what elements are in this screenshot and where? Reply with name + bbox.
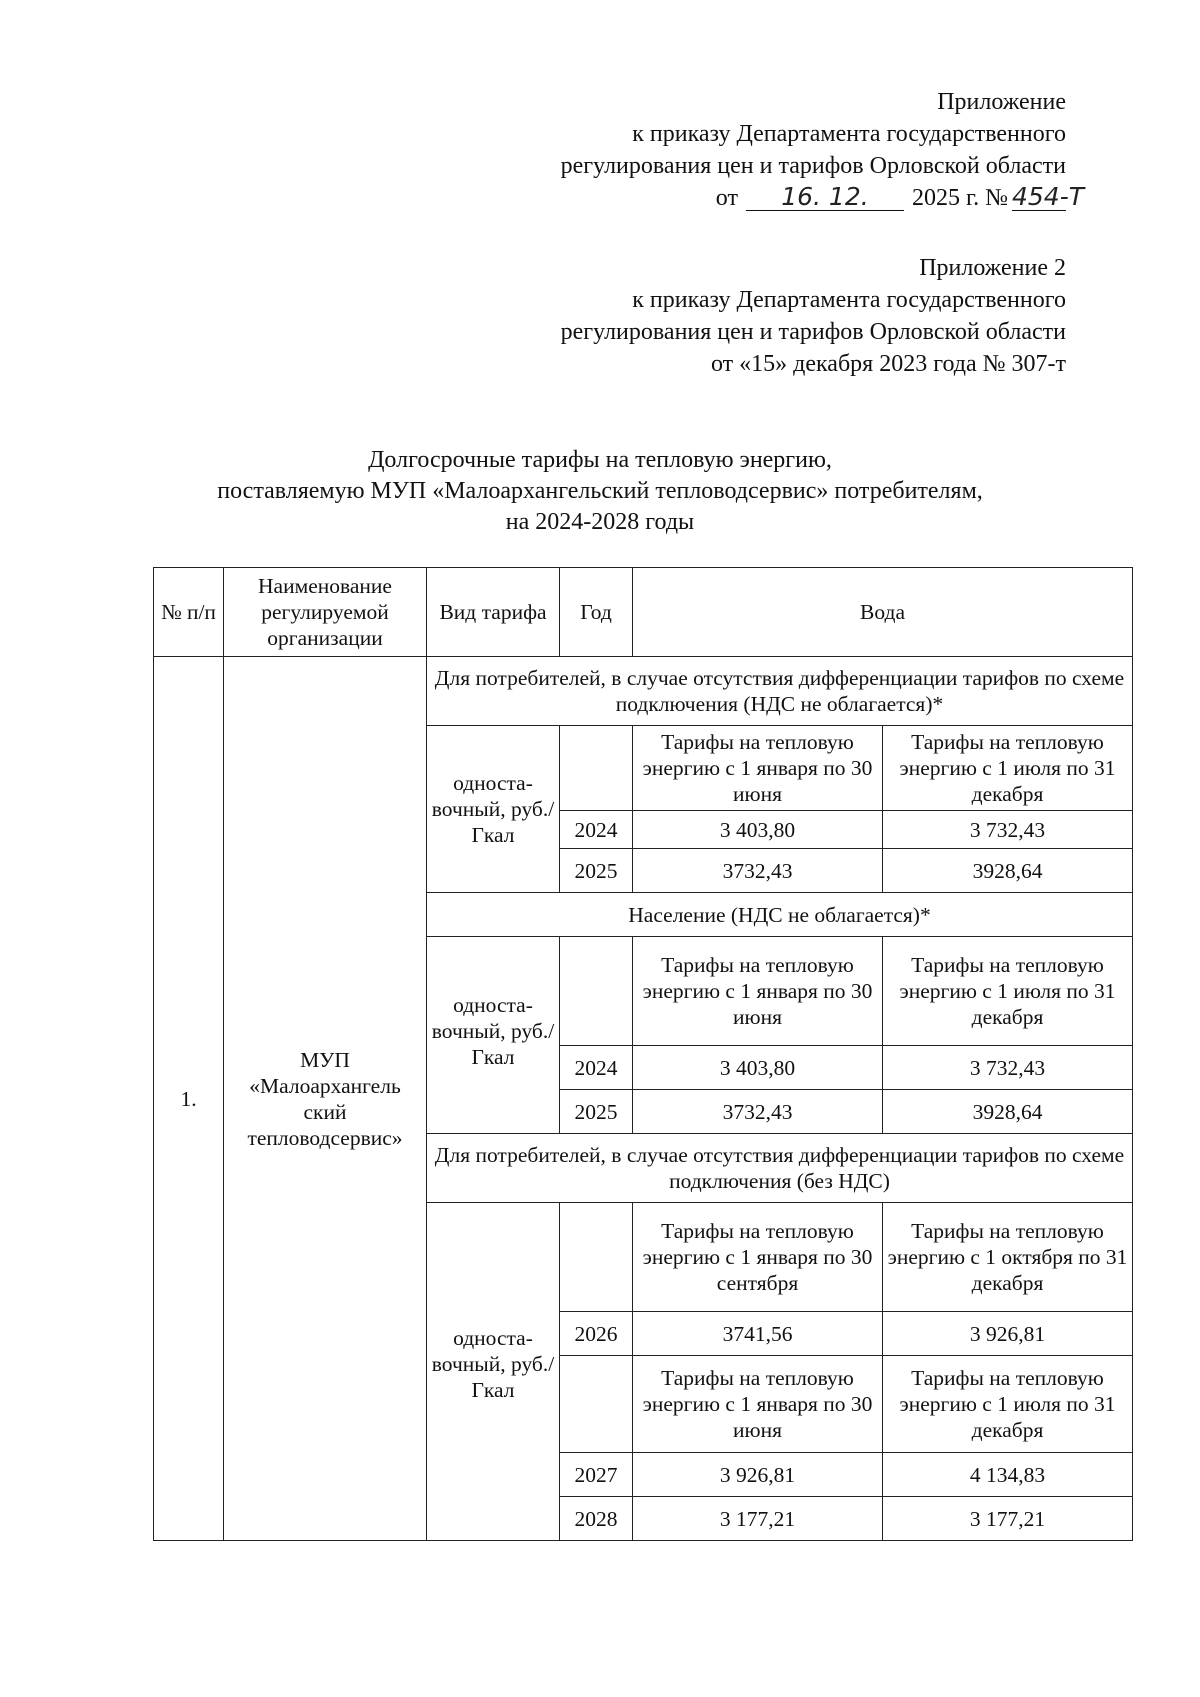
handwritten-date: 16. 12. (746, 184, 904, 211)
tariff-type: односта- вочный, руб./Гкал (427, 937, 560, 1134)
section-title: Для потребителей, в случае отсутствия дифференциации тарифов по схеме подключения (без НДС) (427, 1134, 1133, 1203)
original-order-date-line: от «15» декабря 2023 года № 307-т (710, 351, 1066, 377)
value-cell: 3732,43 (633, 849, 883, 893)
document-title (0, 445, 1200, 538)
value-cell: 3 926,81 (883, 1312, 1133, 1356)
value-cell: 3 177,21 (633, 1497, 883, 1541)
value-cell: 3 732,43 (883, 811, 1133, 849)
appendix-2-header (561, 252, 1066, 380)
period-header: Тарифы на тепловую энергию с 1 июля по 31 декабря (883, 937, 1133, 1046)
period-header: Тарифы на тепловую энергию с 1 января по 30 июня (633, 937, 883, 1046)
title-line-2: поставляемую МУП «Малоархангельский тепловодсервис» потребителям, (217, 478, 983, 504)
header-num: № п/п (154, 568, 224, 657)
value-cell: 3 177,21 (883, 1497, 1133, 1541)
year-cell: 2026 (560, 1312, 633, 1356)
handwritten-order-number: 454-Т (1012, 182, 1085, 211)
tariff-type: односта- вочный, руб./Гкал (427, 1203, 560, 1541)
department-line: регулирования цен и тарифов Орловской области (560, 153, 1066, 179)
period-header: Тарифы на тепловую энергию с 1 января по 30 июня (633, 1356, 883, 1453)
period-header: Тарифы на тепловую энергию с 1 января по 30 сентября (633, 1203, 883, 1312)
year-cell: 2025 (560, 849, 633, 893)
value-cell: 3928,64 (883, 849, 1133, 893)
period-header: Тарифы на тепловую энергию с 1 июля по 31 декабря (883, 1356, 1133, 1453)
period-header: Тарифы на тепловую энергию с 1 января по 30 июня (633, 726, 883, 811)
value-cell: 3 926,81 (633, 1453, 883, 1497)
table-header-row (154, 568, 1133, 657)
appendix-2-label: Приложение 2 (919, 255, 1066, 281)
header-tariff-type: Вид тарифа (427, 568, 560, 657)
title-line-1: Долгосрочные тарифы на тепловую энергию, (368, 447, 832, 473)
year-cell: 2024 (560, 1046, 633, 1090)
year-cell: 2025 (560, 1090, 633, 1134)
value-cell: 4 134,83 (883, 1453, 1133, 1497)
header-water: Вода (633, 568, 1133, 657)
order-year-label: 2025 г. № (911, 185, 1008, 211)
organization-name: МУП «Малоархангель ский тепловодсервис» (224, 657, 427, 1541)
value-cell: 3 403,80 (633, 811, 883, 849)
header-year: Год (560, 568, 633, 657)
appendix-header (560, 86, 1085, 214)
table-row (154, 657, 1133, 726)
order-reference-line: к приказу Департамента государственного (632, 121, 1066, 147)
order-date-line (561, 182, 1085, 214)
year-cell: 2027 (560, 1453, 633, 1497)
tariff-type: односта- вочный, руб./Гкал (427, 726, 560, 893)
period-header: Тарифы на тепловую энергию с 1 июля по 31 декабря (883, 726, 1133, 811)
year-cell: 2024 (560, 811, 633, 849)
header-organization: Наименование регулируемой организации (224, 568, 427, 657)
from-prefix: от (715, 185, 738, 211)
section-title: Для потребителей, в случае отсутствия дифференциации тарифов по схеме подключения (НДС не облагается)* (427, 657, 1133, 726)
title-line-3: на 2024-2028 годы (505, 509, 695, 535)
row-number: 1. (154, 657, 224, 1541)
period-header: Тарифы на тепловую энергию с 1 октября по 31 декабря (883, 1203, 1133, 1312)
section-title: Население (НДС не облагается)* (427, 893, 1133, 937)
order-reference-line: к приказу Департамента государственного (632, 287, 1066, 313)
value-cell: 3 732,43 (883, 1046, 1133, 1090)
department-line: регулирования цен и тарифов Орловской области (560, 319, 1066, 345)
value-cell: 3741,56 (633, 1312, 883, 1356)
year-cell: 2028 (560, 1497, 633, 1541)
appendix-label: Приложение (937, 89, 1066, 115)
value-cell: 3 403,80 (633, 1046, 883, 1090)
tariff-table (153, 567, 1133, 1541)
value-cell: 3732,43 (633, 1090, 883, 1134)
value-cell: 3928,64 (883, 1090, 1133, 1134)
